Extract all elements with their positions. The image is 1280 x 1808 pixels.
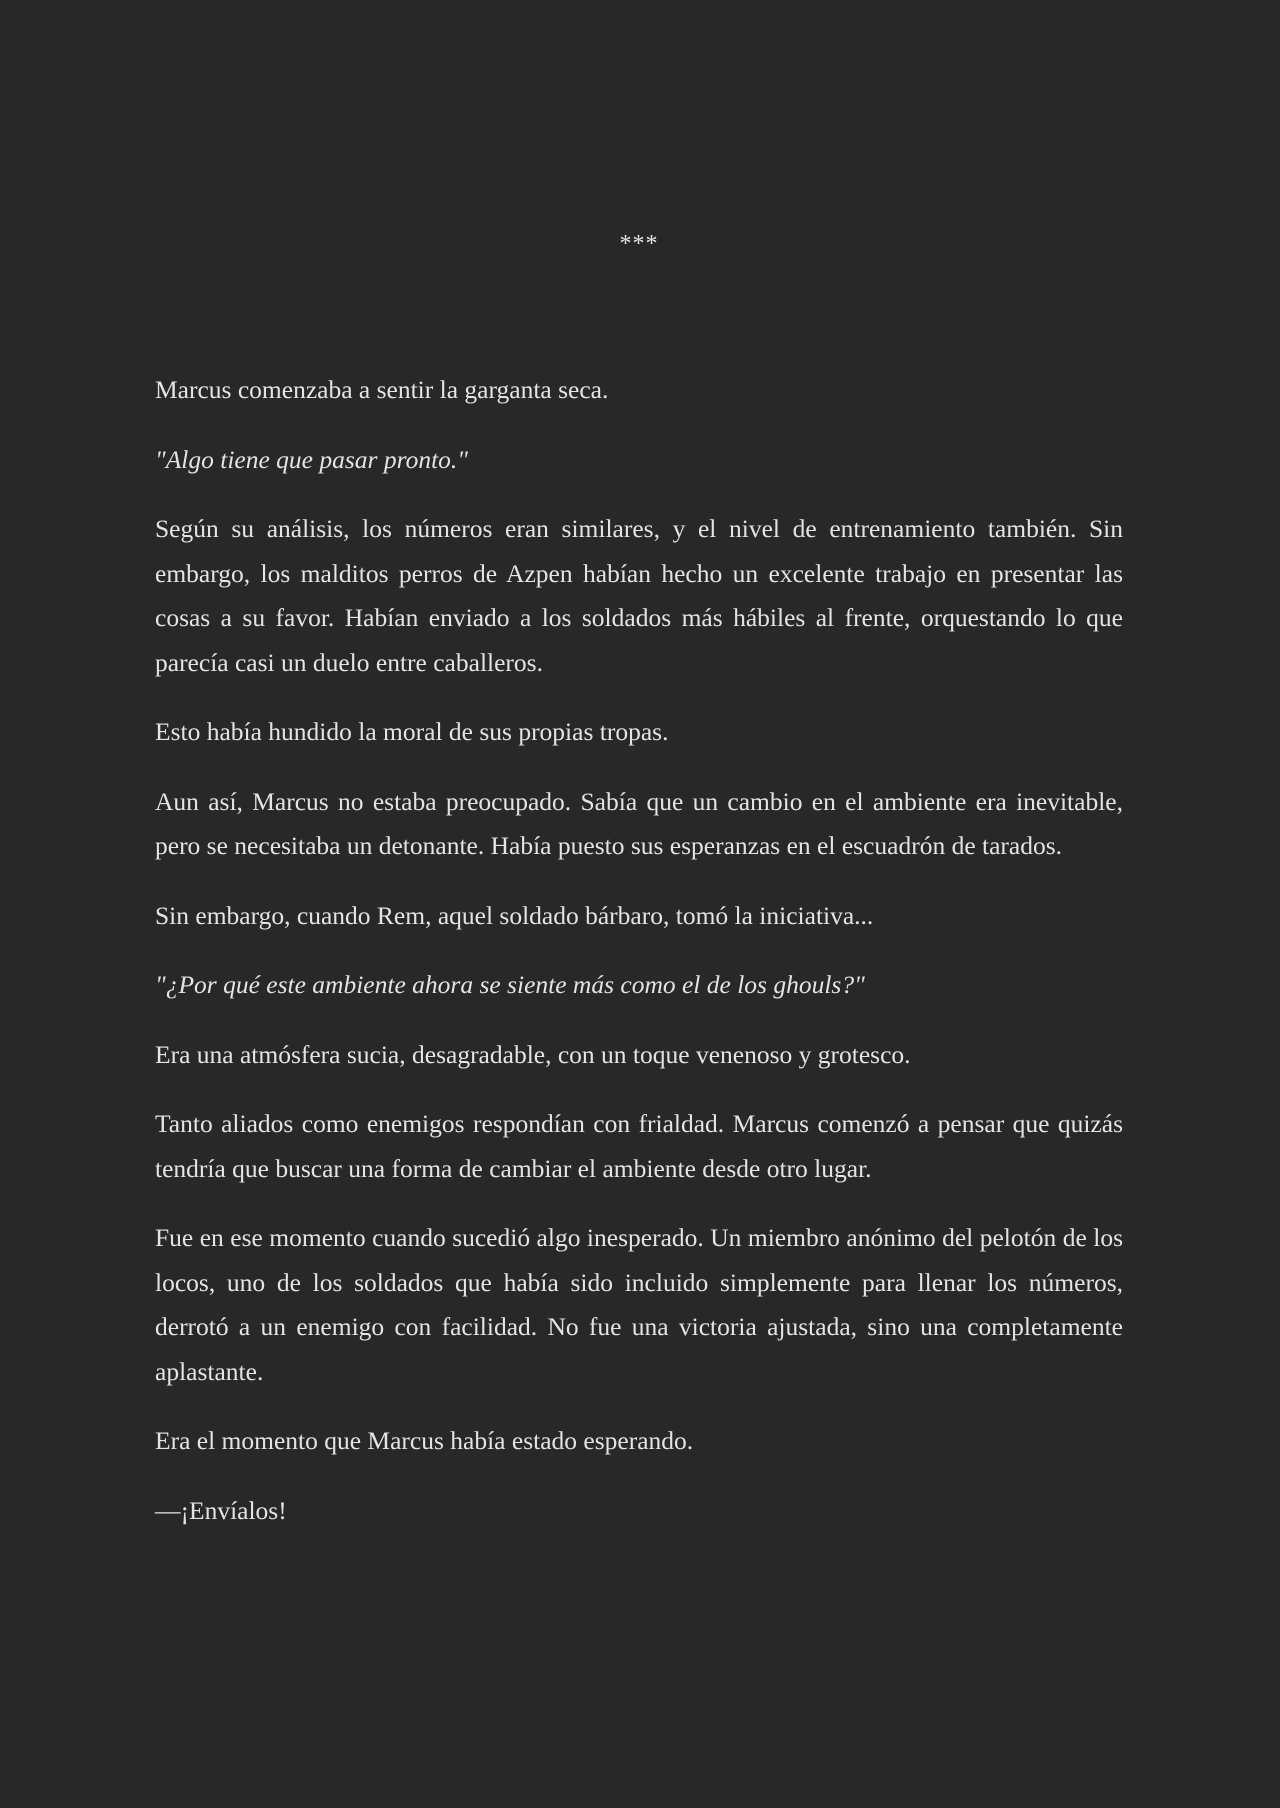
paragraph: Era una atmósfera sucia, desagradable, con un toque venenoso y grotesco. — [155, 1039, 911, 1069]
dialogue-paragraph: —¡Envíalos! — [155, 1495, 287, 1525]
paragraph: Según su análisis, los números eran similares, y el nivel de entrenamiento también. Sin embargo, los malditos perros de Azpen habían hecho un excelente trabajo en presentar las cosas a su favor. Habían enviado a los soldados más hábiles al frente, orquestando lo que parecía casi un duelo entre caballeros. — [155, 514, 1123, 677]
chapter-text — [155, 368, 1123, 1558]
paragraph: Marcus comenzaba a sentir la garganta seca. — [155, 375, 609, 404]
paragraph: Sin embargo, cuando Rem, aquel soldado bárbaro, tomó la iniciativa... — [155, 900, 874, 930]
paragraph: Tanto aliados como enemigos respondían con frialdad. Marcus comenzó a pensar que quizás tendría que buscar una forma de cambiar el ambiente desde otro lugar. — [155, 1109, 1123, 1183]
paragraph: Esto había hundido la moral de sus propias tropas. — [155, 717, 669, 746]
paragraph: Era el momento que Marcus había estado esperando. — [155, 1426, 694, 1455]
paragraph: Aun así, Marcus no estaba preocupado. Sabía que un cambio en el ambiente era inevitable, pero se necesitaba un detonante. Había puesto sus esperanzas en el escuadrón de tarados. — [155, 786, 1123, 860]
thought-paragraph: "¿Por qué este ambiente ahora se siente más como el de los ghouls?" — [155, 970, 865, 999]
paragraph: Fue en ese momento cuando sucedió algo inesperado. Un miembro anónimo del pelotón de los locos, uno de los soldados que había sido incluido simplemente para llenar los números, derrotó a un enemigo con facilidad. No fue una victoria ajustada, sino una completamente aplastante. — [155, 1223, 1123, 1386]
scene-separator: *** — [619, 231, 659, 257]
thought-paragraph: "Algo tiene que pasar pronto." — [155, 444, 468, 474]
